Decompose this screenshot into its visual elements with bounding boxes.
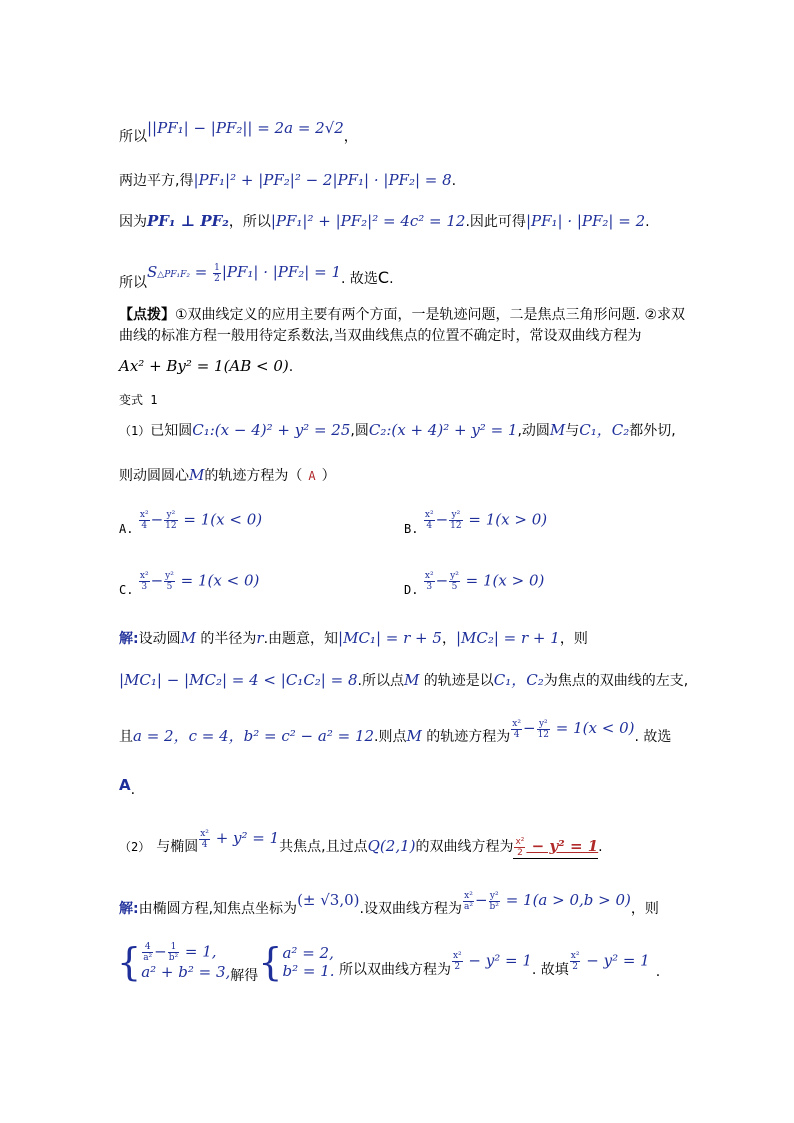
math-expression: C₂:(x + 4)² + y² = 1 — [368, 421, 518, 439]
text: . — [451, 173, 457, 189]
math-expression: = 1, — [180, 942, 217, 961]
math-expression: |MC₂| = r + 1 — [455, 629, 560, 647]
math-expression: S — [147, 263, 158, 281]
fraction — [424, 510, 435, 531]
denominator: 4 — [513, 729, 520, 740]
math-expression: M — [180, 629, 196, 647]
text: . — [288, 359, 294, 375]
text: 所以双曲线方程为 — [334, 961, 451, 978]
text: 与椭圆 — [156, 839, 199, 855]
text: 共焦点,且过点 — [279, 839, 368, 855]
text: . 故填 — [531, 961, 569, 978]
option-label: B. — [404, 521, 419, 536]
denominator: b² — [168, 953, 179, 963]
fraction — [449, 571, 460, 592]
text: 曲线的标准方程一般用待定系数法,当双曲线焦点的位置不确定时，常设双曲线方程为 — [119, 328, 642, 344]
fraction — [164, 571, 175, 592]
solution-1-line-1 — [119, 628, 588, 649]
question-number: （1） — [119, 424, 151, 438]
math-expression: Ax² + By² = 1(AB < 0) — [119, 357, 289, 375]
math-expression: Q(2,1) — [367, 837, 416, 855]
text: 的双曲线方程为 — [415, 839, 514, 855]
fraction — [168, 942, 179, 963]
text: .设双曲线方程为 — [359, 901, 462, 917]
text: ①双曲线定义的应用主要有两个方面，一是轨迹问题，二是焦点三角形问题. ②求双 — [175, 307, 685, 323]
text: 的轨迹方程为（ — [204, 468, 303, 484]
text: 因为 — [119, 214, 147, 230]
option-b: B. $\frac{\text{x²}}{4}$ − $\frac{\text{y²}}{12}$ = 1(x > 0) — [404, 510, 548, 536]
text: . — [389, 271, 394, 287]
denominator: 4 — [426, 521, 433, 531]
solution-2-line-2 — [117, 939, 661, 984]
numerator: x² — [139, 571, 149, 581]
text: ，则 — [559, 631, 588, 647]
line-2 — [119, 170, 456, 191]
option-label: D. — [404, 582, 419, 597]
solution-label: 解: — [119, 631, 139, 647]
text: ，则 — [630, 901, 659, 917]
numerator: x² — [515, 836, 525, 847]
denominator: 2 — [214, 273, 220, 284]
math-expression: b² = 1. — [282, 961, 335, 980]
math-expression: = 1(x < 0) — [175, 571, 260, 590]
text: 都外切, — [629, 423, 676, 439]
tip-line-1 — [119, 305, 685, 325]
denominator: 12 — [537, 729, 550, 740]
question-number: （2） — [119, 840, 151, 854]
question-1-line-2 — [119, 465, 336, 486]
text: . 故选 — [341, 271, 378, 287]
solution-2-line-1: 解:由椭圆方程,知焦点坐标为(± √3,0).设双曲线方程为 $\frac{\text{x²}}{\text{a²}}$ − $\frac{\text{y²}}{\text{b²}}$ = 1(a > 0,b > 0)，则 — [119, 890, 659, 917]
answer-letter: C — [377, 268, 390, 287]
denominator: 2 — [454, 962, 461, 972]
math-expression: = 1(x < 0) — [178, 510, 263, 529]
numerator: x² — [570, 951, 580, 961]
numerator: x² — [512, 718, 521, 729]
fraction — [139, 510, 150, 531]
numerator: y² — [537, 719, 550, 730]
text: 的半径为 — [195, 631, 257, 647]
variant-title — [119, 390, 157, 410]
math-expression: C₁:(x − 4)² + y² = 25 — [192, 421, 351, 439]
text: .因此可得 — [465, 214, 526, 230]
text: ,圆 — [350, 423, 369, 439]
math-expression: |PF₁|² + |PF₂|² = 4c² = 12 — [270, 212, 466, 230]
text: 由椭圆方程,知焦点坐标为 — [138, 901, 298, 917]
text: . — [598, 839, 603, 855]
numerator: 1 — [214, 262, 220, 273]
text: 的轨迹方程为 — [421, 729, 511, 745]
fraction — [213, 263, 221, 284]
numerator: 4 — [142, 942, 153, 953]
fraction — [570, 951, 581, 972]
left-brace: { — [258, 939, 283, 984]
denominator: 4 — [201, 839, 208, 850]
math-subscript: △PF₁F₂ — [157, 270, 190, 280]
fraction — [452, 951, 463, 972]
fraction — [139, 571, 150, 592]
solution-1-line-3: 且a = 2，c = 4，b² = c² − a² = 12.则点M 的轨迹方程为 $\frac{\text{x²}}{4}$ − $\frac{\text{y²}}{12}$ = 1(x < 0). 故选 — [119, 718, 672, 745]
text: . 故选 — [634, 729, 672, 745]
math-expression: |PF₁|² + |PF₂|² − 2|PF₁| · |PF₂| = 8 — [193, 171, 452, 189]
math-expression: (± √3,0) — [297, 891, 360, 909]
text: . — [655, 963, 661, 980]
fraction — [164, 510, 177, 531]
denominator: 12 — [165, 521, 177, 531]
math-expression: a = 2，c = 4，b² = c² − a² = 12 — [133, 727, 375, 745]
math-expression: PF₁ ⊥ PF₂ — [147, 212, 229, 230]
text: 已知圆 — [150, 423, 193, 439]
tip-line-2 — [119, 326, 641, 346]
fraction — [199, 829, 210, 850]
denominator: a² — [463, 901, 473, 912]
denominator: 2 — [572, 962, 578, 972]
line-1 — [119, 118, 358, 145]
math-expression: C₁，C₂ — [579, 421, 630, 439]
fraction — [511, 719, 522, 740]
numerator: y² — [164, 510, 177, 521]
text: .由题意，知 — [263, 631, 339, 647]
math-expression: − y² = 1 — [463, 951, 532, 970]
answer-expression: − y² = 1 — [526, 837, 599, 855]
numerator: 1 — [168, 942, 179, 953]
answer-blank — [513, 836, 598, 859]
fraction — [514, 837, 525, 858]
option-d: D. $\frac{\text{x²}}{3}$ − $\frac{\text{y²}}{5}$ = 1(x > 0) — [404, 571, 545, 597]
math-expression: − y² = 1 — [581, 951, 650, 970]
fraction — [463, 891, 474, 912]
text: 为焦点的双曲线的左支, — [543, 673, 689, 689]
numerator: x² — [452, 951, 462, 961]
solution-1-line-4 — [119, 775, 135, 796]
tip-line-3 — [119, 356, 293, 377]
question-1-line-1 — [119, 420, 676, 441]
denominator: 5 — [166, 582, 173, 592]
fraction — [142, 942, 153, 963]
numerator: x² — [424, 510, 434, 520]
numerator: y² — [165, 571, 174, 581]
text: ，所以 — [228, 214, 271, 230]
tip-label: 【点拨】 — [119, 307, 175, 323]
numerator: y² — [450, 571, 459, 581]
math-expression: + y² = 1 — [210, 829, 280, 847]
math-expression: = 1(x < 0) — [551, 719, 635, 737]
math-expression: a² = 2, — [282, 943, 334, 962]
text: 所以 — [119, 275, 147, 291]
option-c: C. $\frac{\text{x²}}{3}$ − $\frac{\text{y²}}{5}$ = 1(x < 0) — [119, 571, 260, 597]
math-expression: |PF₁| · |PF₂| = 2 — [525, 212, 646, 230]
text: . — [130, 782, 136, 798]
fraction — [424, 571, 435, 592]
answer-letter: A — [119, 776, 131, 794]
math-expression: |MC₁| = r + 5 — [338, 629, 442, 647]
line-4 — [119, 262, 394, 291]
math-expression: M — [406, 727, 422, 745]
denominator: 12 — [450, 521, 462, 531]
text: 解得 — [230, 967, 259, 984]
text: 两边平方,得 — [119, 173, 194, 189]
solution-1-line-2 — [119, 670, 688, 691]
math-expression: r — [256, 629, 264, 647]
solution-label: 解: — [119, 901, 139, 917]
fraction — [489, 891, 500, 912]
text: 设动圆 — [138, 631, 181, 647]
numerator: x² — [424, 571, 434, 581]
fraction — [537, 719, 550, 740]
denominator: 3 — [426, 582, 433, 592]
question-2 — [119, 828, 603, 858]
denominator: b² — [489, 901, 499, 912]
numerator: y² — [489, 890, 499, 901]
equation-system-2 — [282, 944, 334, 980]
option-label: C. — [119, 582, 134, 597]
math-expression: = 1(x > 0) — [463, 510, 548, 529]
math-expression: a² + b² = 3, — [141, 963, 231, 981]
text: ， — [441, 631, 456, 647]
denominator: a² — [143, 953, 153, 963]
answer-blank: A — [308, 469, 316, 483]
math-expression: M — [189, 466, 205, 484]
math-expression: ||PF₁| − |PF₂|| = 2a = 2√2 — [147, 119, 344, 137]
text: .则点 — [374, 729, 407, 745]
option-a: A. $\frac{\text{x²}}{4}$ − $\frac{\text{y²}}{12}$ = 1(x < 0) — [119, 510, 263, 536]
denominator: 3 — [141, 582, 148, 592]
equation-system-1: $\frac{4}{\text{a²}}$ − $\frac{1}{\text{b²}}$ = 1, a² + b² = 3, — [141, 942, 231, 981]
denominator: 5 — [451, 582, 458, 592]
numerator: x² — [200, 828, 209, 839]
numerator: x² — [464, 890, 473, 901]
math-expression: = 1(x > 0) — [460, 571, 545, 590]
option-label: A. — [119, 521, 134, 536]
numerator: x² — [139, 510, 149, 520]
math-expression: = — [189, 263, 213, 281]
left-brace: { — [117, 939, 142, 984]
math-expression: |PF₁| · |PF₂| = 1 — [221, 263, 342, 281]
denominator: 4 — [141, 521, 148, 531]
text: ,动圆 — [517, 423, 550, 439]
denominator: 2 — [517, 847, 523, 858]
text: 的轨迹是以 — [419, 673, 494, 689]
text: .所以点 — [357, 673, 404, 689]
numerator: y² — [449, 510, 462, 521]
text: 变式 1 — [119, 393, 158, 407]
text: 所以 — [119, 129, 147, 145]
text: . — [645, 214, 650, 230]
math-expression: |MC₁| − |MC₂| = 4 < |C₁C₂| = 8 — [119, 671, 358, 689]
text: 则动圆圆心 — [119, 468, 189, 484]
math-expression: = 1(a > 0,b > 0) — [500, 891, 631, 909]
math-expression: M — [549, 421, 566, 439]
line-3 — [119, 211, 650, 232]
text: 且 — [119, 729, 133, 745]
math-expression: M — [403, 671, 420, 689]
text: ） — [321, 468, 336, 484]
text: ， — [343, 129, 358, 145]
text: 与 — [565, 423, 580, 439]
fraction — [449, 510, 462, 531]
math-expression: C₁，C₂ — [493, 671, 544, 689]
